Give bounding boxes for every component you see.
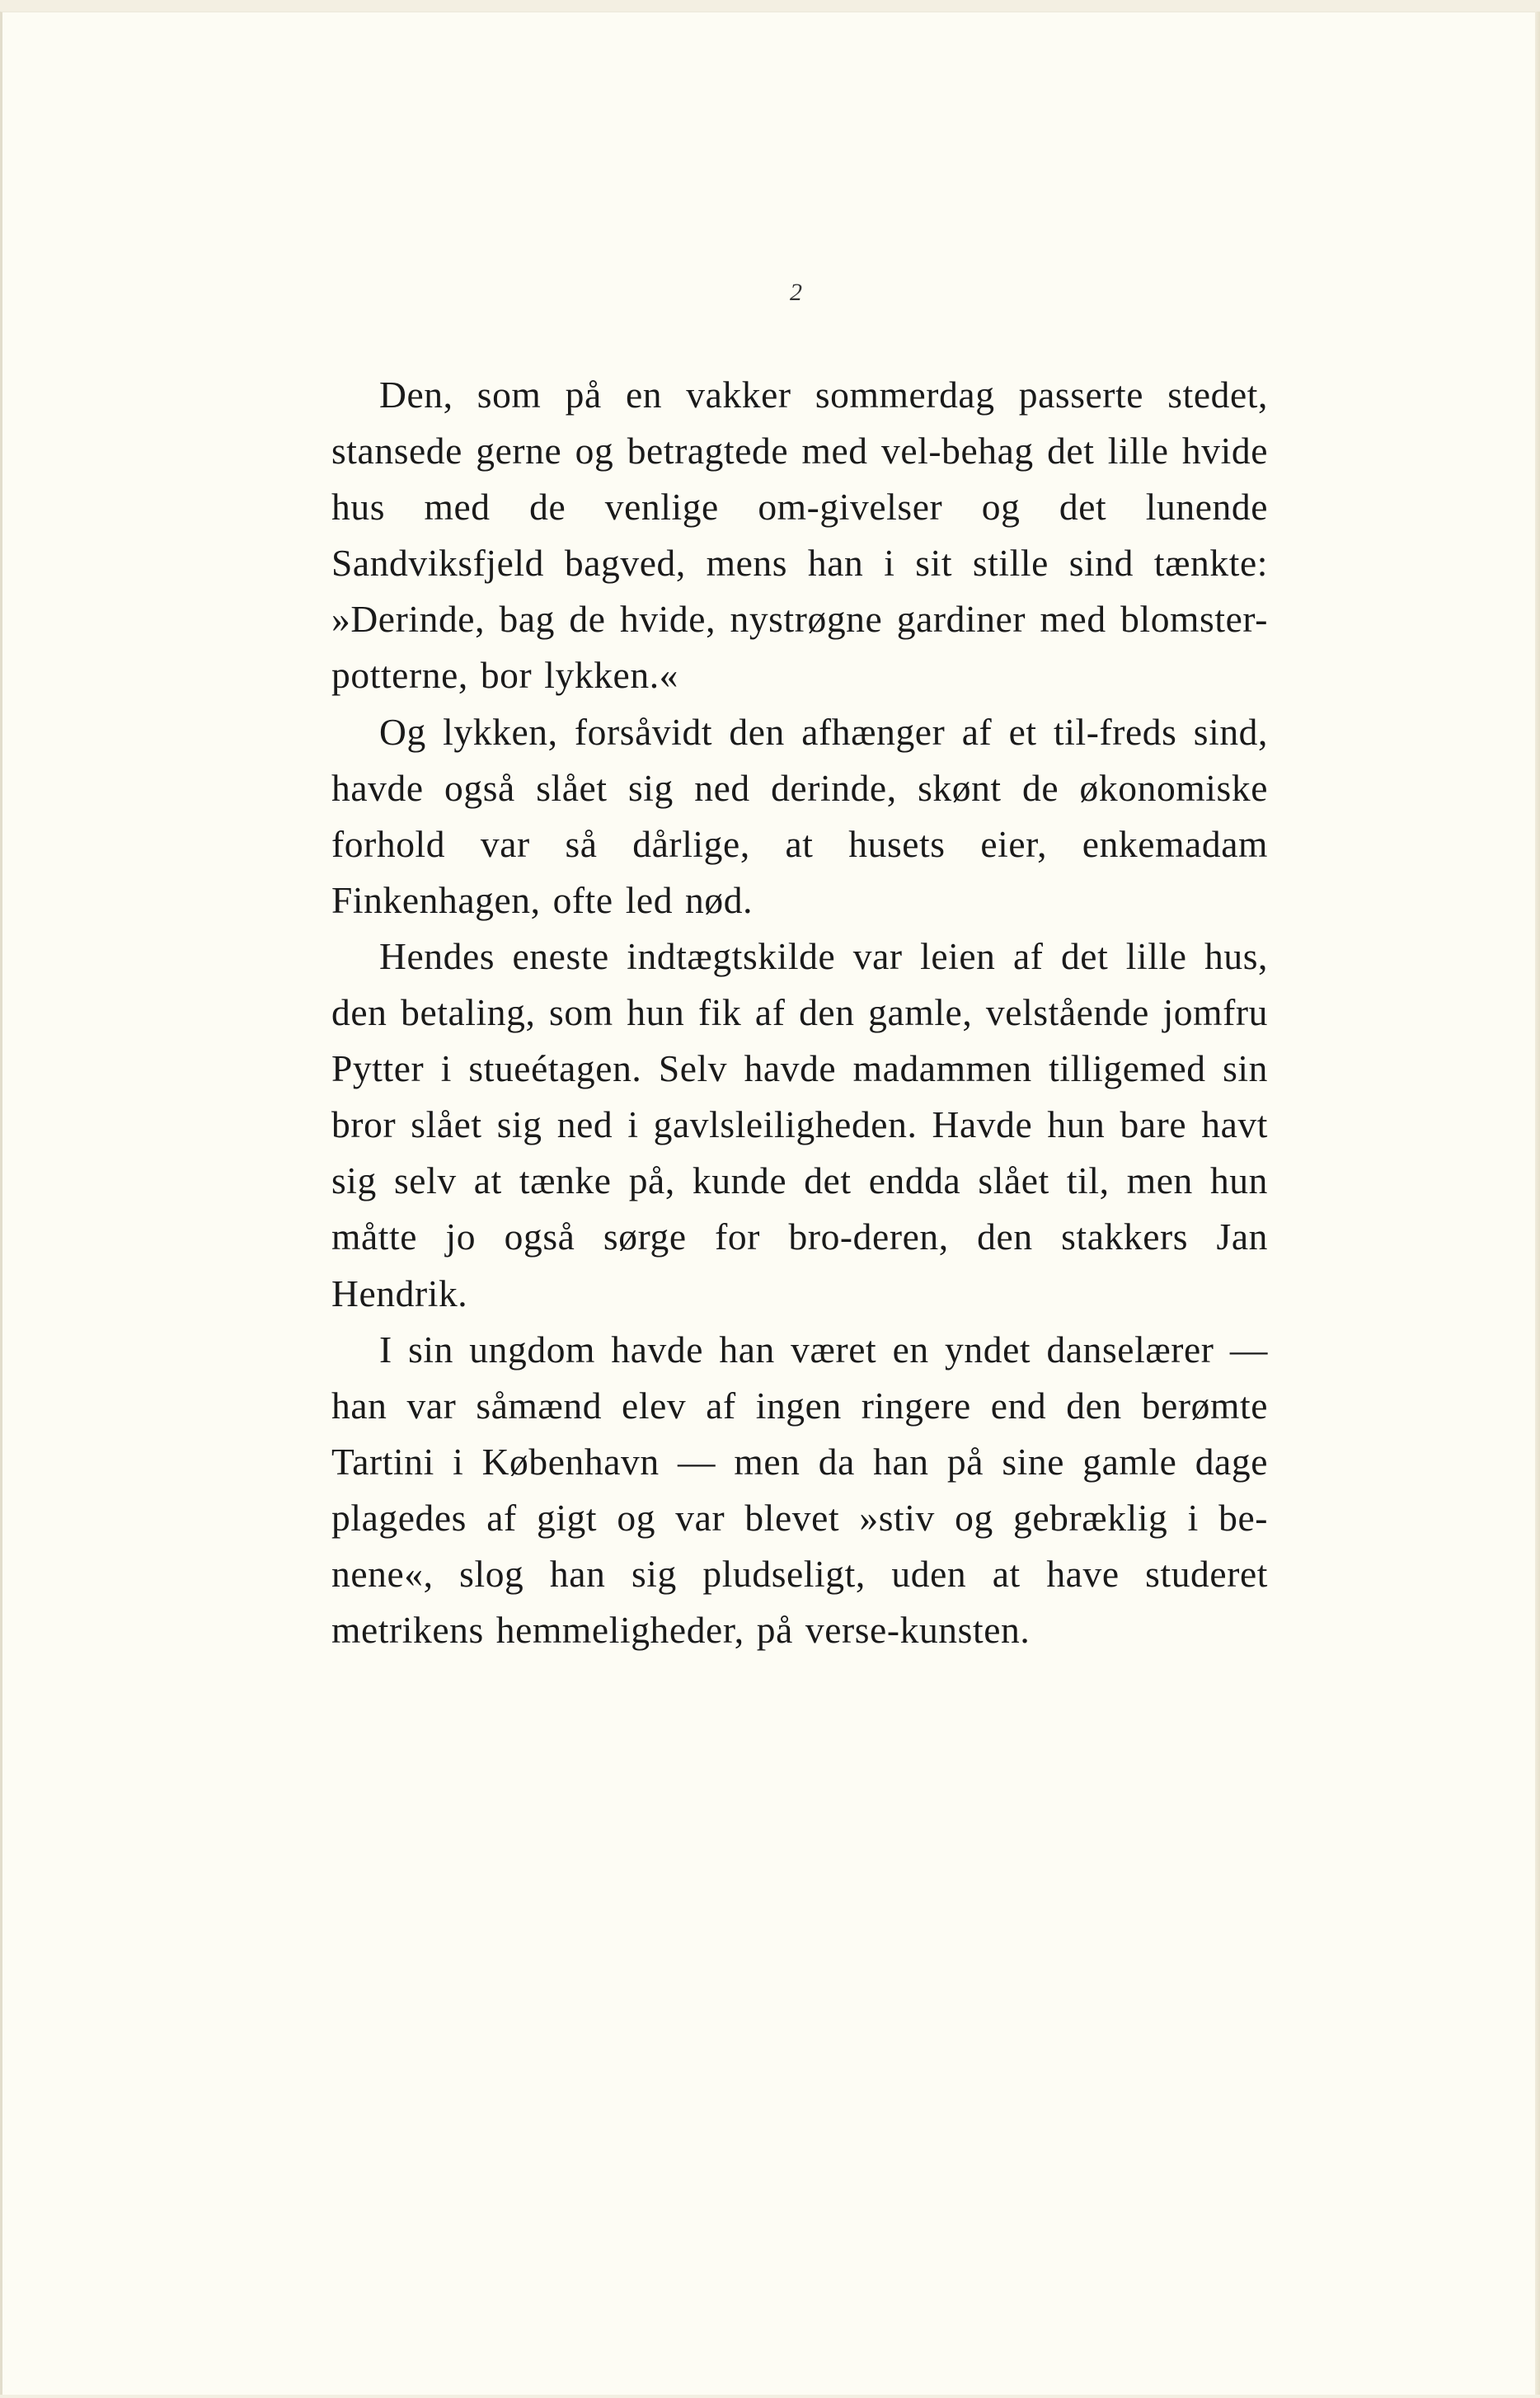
paragraph-4: I sin ungdom havde han været en yndet danselærer — han var såmænd elev af ingen ringere end den berømte Tartini i København — men da han på sine gamle dage plagedes af gigt og var blevet »stiv og gebræklig i be-nene«, slog han sig pludseligt, uden at have studeret metrikens hemmeligheder, på verse-kunsten. <box>331 1328 1268 1652</box>
paragraph-3: Hendes eneste indtægtskilde var leien af det lille hus, den betaling, som hun fik af den gamle, velstående jomfru Pytter i stueétagen. Selv havde madammen tilligemed sin bror slået sig ned i gavlsleiligheden. Havde hun bare havt sig selv at tænke på, kunde det endda slået til, men hun måtte jo også sørge for bro-deren, den stakkers Jan Hendrik. <box>331 934 1268 1314</box>
paragraph-1: Den, som på en vakker sommerdag passerte stedet, stansede gerne og betragtede med vel-behag det lille hvide hus med de venlige om-givelser og det lunende Sandviksfjeld bagved, mens han i sit stille sind tænkte: »Derinde, bag de hvide, nystrøgne gardiner med blomster-potterne, bor lykken.« <box>331 374 1268 697</box>
paragraph-2: Og lykken, forsåvidt den afhænger af et til-freds sind, havde også slået sig ned derinde, skønt de økonomiske forhold var så dårlige, at husets eier, enkemadam Finkenhagen, ofte led nød. <box>331 710 1268 921</box>
page-edge <box>1535 12 1540 2395</box>
page-number: 2 <box>790 279 802 306</box>
body-text <box>331 367 1268 1658</box>
